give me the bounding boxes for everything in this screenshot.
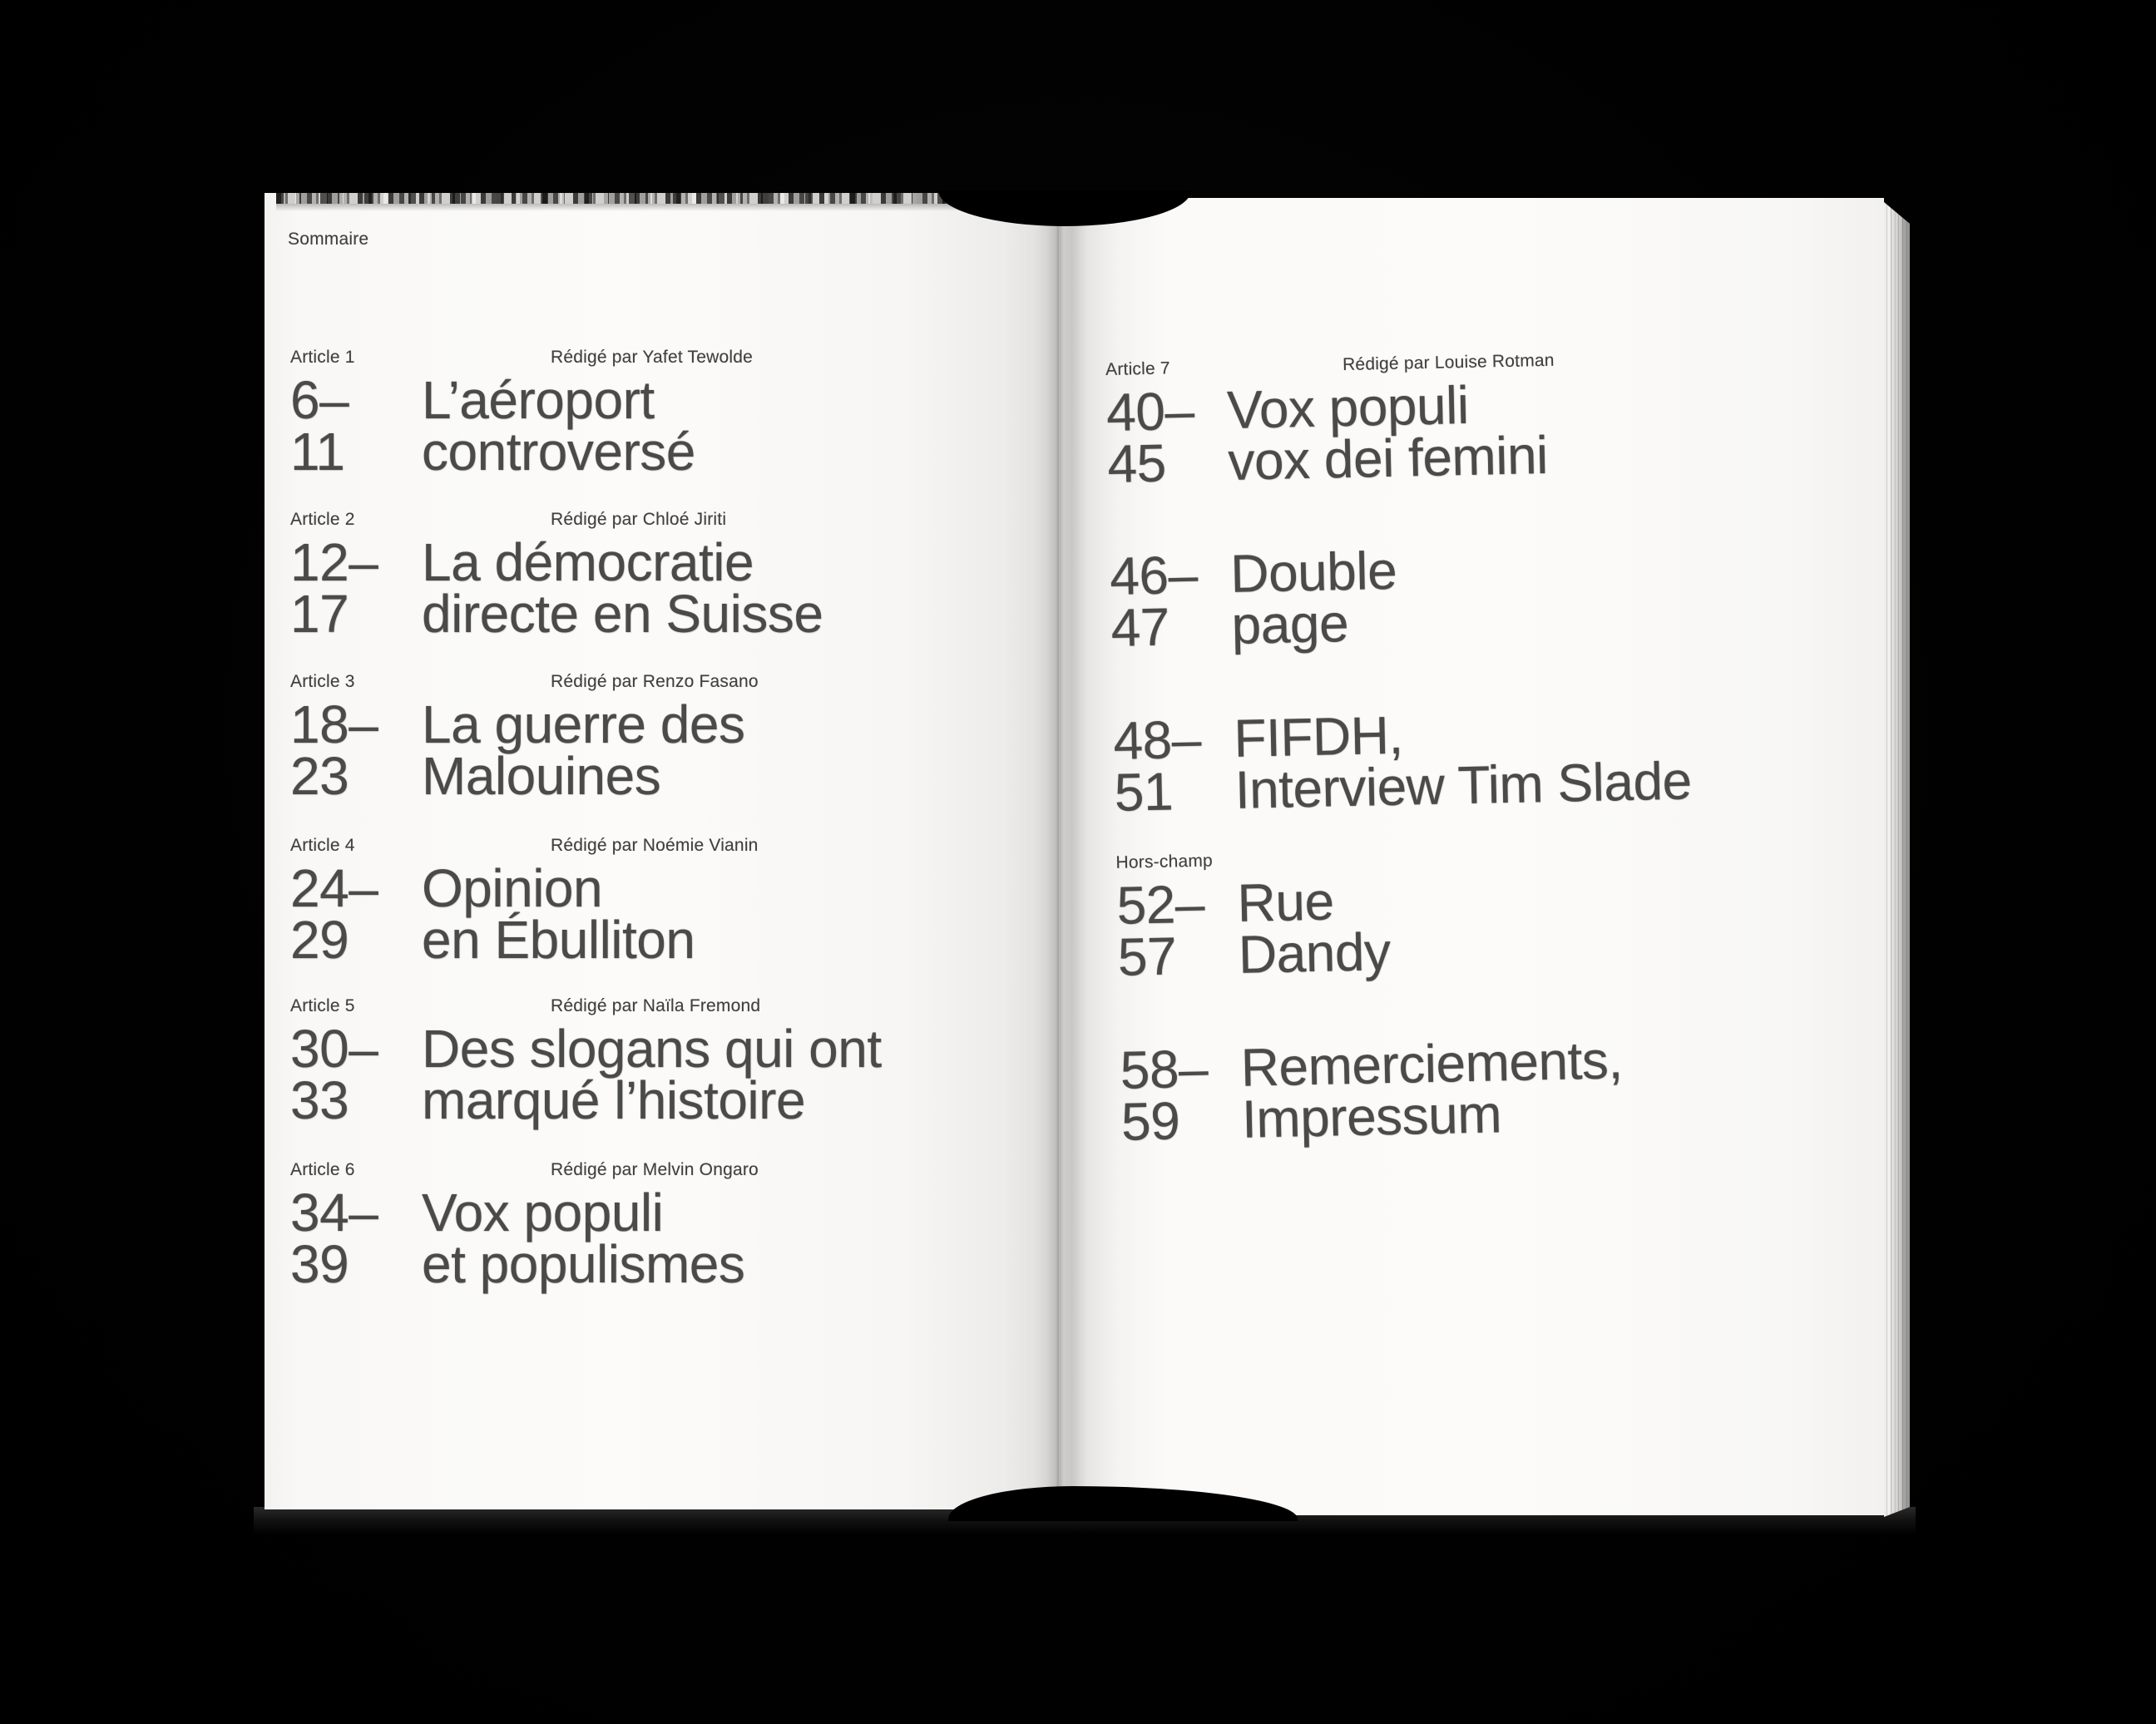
article-label: Article 4 — [290, 836, 355, 855]
entry-title-line1: Opinion — [422, 858, 603, 918]
page-range-end: 11 — [290, 422, 345, 482]
article-label: Article 3 — [290, 672, 355, 691]
page-range-end: 29 — [290, 910, 349, 970]
page-range-start: 24– — [290, 858, 378, 918]
entry-title-line1: FIFDH, — [1233, 704, 1404, 768]
page-range-end: 59 — [1120, 1090, 1180, 1152]
entry-title-line2: directe en Suisse — [422, 584, 823, 644]
toc-entry-article-1 — [290, 348, 1043, 497]
entry-title-line2: vox dei femini — [1227, 424, 1549, 492]
page-range-end: 23 — [290, 746, 349, 806]
author-label: Rédigé par Noémie Vianin — [551, 836, 759, 855]
book-page-edges — [1884, 202, 1910, 1517]
page-range — [1105, 380, 1196, 494]
author-label: Rédigé par Melvin Ongaro — [551, 1160, 759, 1179]
entry-title-line1: Double — [1229, 540, 1397, 604]
entry-title-line2: Impressum — [1241, 1084, 1502, 1149]
entry-title-line2: Interview Tim Slade — [1234, 750, 1693, 820]
page-range — [1109, 544, 1199, 658]
entry-title-line1: La guerre des — [422, 694, 745, 754]
entry-row — [1115, 864, 1865, 987]
author-label: Rédigé par Chloé Jiriti — [551, 510, 727, 529]
entry-row — [1120, 1029, 1868, 1152]
entry-title — [422, 858, 695, 970]
page-range-end: 47 — [1110, 596, 1170, 658]
article-label: Article 7 — [1105, 358, 1171, 380]
page-range — [290, 370, 349, 482]
article-label: Article 2 — [290, 510, 355, 529]
page-range-start: 30– — [290, 1019, 378, 1079]
toc-entry-article-2 — [290, 510, 1043, 659]
right-page-content — [1059, 197, 1911, 1531]
toc-entry-remerciements — [1119, 1002, 1871, 1168]
page-range-start: 6– — [290, 370, 349, 430]
entry-title — [1226, 374, 1549, 492]
entry-row — [1105, 371, 1855, 494]
entry-title — [422, 1183, 745, 1294]
entry-title — [1229, 540, 1398, 655]
entry-title-line2: controversé — [422, 422, 695, 482]
toc-entry-rue-dandy — [1115, 837, 1867, 1003]
author-label: Rédigé par Louise Rotman — [1342, 350, 1555, 375]
page-range-end: 33 — [290, 1070, 349, 1130]
page-range-start: 52– — [1115, 873, 1205, 936]
entry-title-line2: Dandy — [1238, 921, 1392, 985]
entry-title-line2: en Ébulliton — [422, 910, 695, 970]
article-label: Article 6 — [290, 1160, 355, 1179]
author-label: Rédigé par Renzo Fasano — [551, 672, 759, 691]
entry-row — [1109, 535, 1858, 658]
entry-title-line1: Des slogans qui ont — [422, 1019, 882, 1079]
page-range-start: 18– — [290, 694, 378, 754]
toc-entry-article-4 — [290, 836, 1043, 985]
page-range-start: 12– — [290, 532, 378, 592]
page-range — [290, 532, 378, 644]
section-label: Hors-champ — [1115, 851, 1214, 872]
entry-title — [422, 532, 823, 644]
article-label: Article 1 — [290, 348, 355, 367]
entry-title — [1236, 871, 1392, 985]
left-page — [265, 193, 1059, 1509]
entry-row — [1112, 699, 1862, 822]
entry-title — [422, 694, 745, 806]
entry-title-line1: La démocratie — [422, 532, 754, 592]
toc-entry-article-3 — [290, 672, 1043, 822]
toc-entry-article-5 — [290, 996, 1043, 1146]
page-range-start: 34– — [290, 1183, 378, 1242]
book-gutter-shadow — [1034, 193, 1085, 1515]
page-range-start: 46– — [1109, 544, 1199, 606]
toc-entry-fifdh — [1112, 673, 1864, 838]
entry-title-line1: Vox populi — [422, 1183, 664, 1242]
page-range — [290, 694, 378, 806]
entry-title — [422, 370, 695, 482]
left-page-content — [265, 193, 1059, 1509]
page-range — [1115, 873, 1206, 987]
entry-title — [422, 1019, 882, 1130]
right-page — [1059, 198, 1884, 1515]
entry-title-line2: marqué l’histoire — [422, 1070, 806, 1130]
entry-title-line1: Vox populi — [1226, 374, 1470, 440]
author-label: Rédigé par Naïla Fremond — [551, 996, 761, 1015]
page-range — [1120, 1038, 1209, 1152]
page-range-start: 48– — [1112, 709, 1202, 771]
toc-entry-article-7 — [1105, 344, 1857, 510]
article-label: Article 5 — [290, 996, 355, 1015]
entry-title-line2: Malouines — [422, 746, 661, 806]
entry-title-line1: Rue — [1236, 871, 1335, 933]
page-range — [1112, 709, 1203, 822]
page-range-end: 45 — [1106, 432, 1167, 494]
page-range-end: 17 — [290, 584, 349, 644]
entry-title-line2: page — [1230, 592, 1349, 655]
page-range-start: 58– — [1120, 1038, 1209, 1100]
page-range-end: 39 — [290, 1234, 349, 1294]
entry-title-line1: L’aéroport — [422, 370, 655, 430]
page-range — [290, 858, 378, 970]
toc-entry-article-6 — [290, 1160, 1043, 1310]
entry-title — [1233, 703, 1693, 820]
entry-title-line1: Remerciements, — [1239, 1030, 1624, 1098]
toc-entry-double-page — [1109, 508, 1861, 674]
entry-title — [1239, 1030, 1624, 1149]
page-range — [290, 1183, 378, 1294]
page-range-start: 40– — [1105, 380, 1195, 443]
page-range-end: 57 — [1117, 926, 1177, 987]
page-title: Sommaire — [288, 230, 369, 249]
author-label: Rédigé par Yafet Tewolde — [551, 348, 753, 367]
page-range — [290, 1019, 378, 1130]
page-range-end: 51 — [1114, 761, 1174, 822]
entry-title-line2: et populismes — [422, 1234, 745, 1294]
